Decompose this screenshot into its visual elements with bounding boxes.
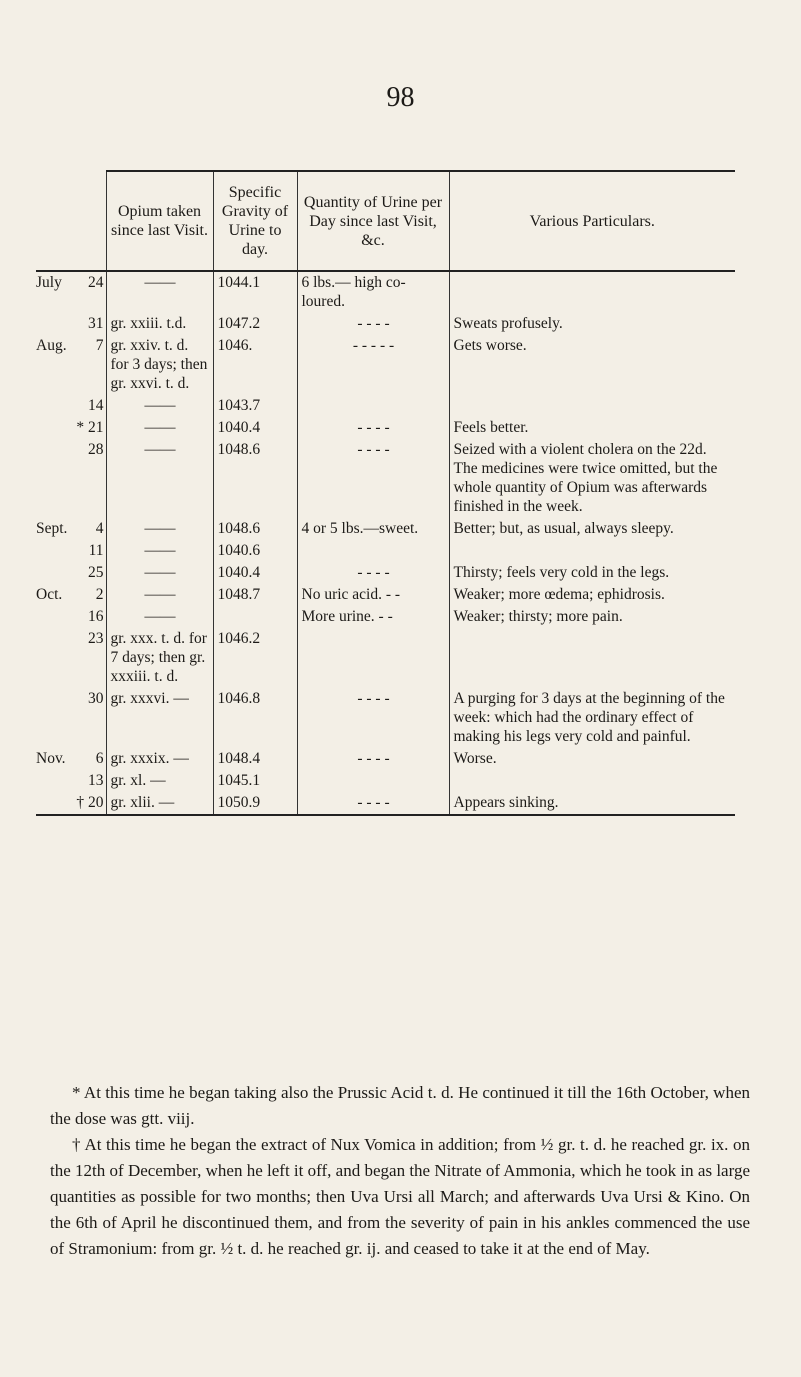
day-label: 11 — [88, 542, 104, 559]
table-row — [36, 417, 735, 439]
footnote-prussic-acid: * At this time he began taking also the Prussic Acid t. d. He continued it till the 16th October, when the dose was gtt. viij. — [50, 1083, 750, 1128]
day-label: 7 — [95, 337, 104, 354]
particulars-cell: Gets worse. — [449, 335, 735, 395]
urine-cell: - - - - — [297, 562, 449, 584]
date-cell — [36, 748, 106, 770]
urine-cell: - - - - — [297, 417, 449, 439]
date-cell — [36, 518, 106, 540]
gravity-cell: 1040.4 — [213, 417, 297, 439]
month-label: July — [36, 274, 62, 291]
particulars-cell: Weaker; more œdema; ephidrosis. — [449, 584, 735, 606]
urine-cell — [297, 540, 449, 562]
table-row — [36, 584, 735, 606]
header-particulars: Various Particulars. — [449, 171, 735, 271]
opium-cell: —— — [106, 562, 213, 584]
date-cell — [36, 439, 106, 518]
date-cell — [36, 688, 106, 748]
gravity-cell: 1050.9 — [213, 792, 297, 815]
particulars-cell: Appears sinking. — [449, 792, 735, 815]
opium-cell: gr. xxiv. t. d. for 3 days; then gr. xxvi. t. d. — [106, 335, 213, 395]
date-cell — [36, 584, 106, 606]
particulars-cell: Sweats profusely. — [449, 313, 735, 335]
table-row — [36, 562, 735, 584]
date-cell — [36, 606, 106, 628]
gravity-cell: 1048.6 — [213, 439, 297, 518]
opium-cell: —— — [106, 395, 213, 417]
urine-cell: - - - - — [297, 688, 449, 748]
opium-cell: —— — [106, 439, 213, 518]
day-label: 16 — [88, 608, 104, 625]
urine-cell — [297, 770, 449, 792]
opium-cell: gr. xlii. — — [106, 792, 213, 815]
date-cell — [36, 417, 106, 439]
day-label: 25 — [88, 564, 104, 581]
date-cell — [36, 792, 106, 815]
opium-cell: gr. xl. — — [106, 770, 213, 792]
month-label: Sept. — [36, 520, 68, 537]
table-row — [36, 628, 735, 688]
month-label: Nov. — [36, 750, 66, 767]
gravity-cell: 1046.8 — [213, 688, 297, 748]
urine-cell — [297, 395, 449, 417]
date-cell — [36, 313, 106, 335]
header-date — [36, 171, 106, 271]
footnotes — [50, 1080, 750, 1262]
particulars-cell: Worse. — [449, 748, 735, 770]
gravity-cell — [213, 606, 297, 628]
day-label: 31 — [88, 315, 104, 332]
day-label: 30 — [88, 690, 104, 707]
gravity-cell: 1040.4 — [213, 562, 297, 584]
particulars-cell: Feels better. — [449, 417, 735, 439]
date-cell — [36, 335, 106, 395]
gravity-cell: 1047.2 — [213, 313, 297, 335]
opium-cell: gr. xxxix. — — [106, 748, 213, 770]
date-cell — [36, 271, 106, 313]
table-row — [36, 606, 735, 628]
gravity-cell: 1040.6 — [213, 540, 297, 562]
opium-cell: —— — [106, 540, 213, 562]
table-row — [36, 395, 735, 417]
particulars-cell: A purging for 3 days at the beginning of the week: which had the ordinary effect of making his legs very cold and painful. — [449, 688, 735, 748]
gravity-cell: 1043.7 — [213, 395, 297, 417]
particulars-cell: Thirsty; feels very cold in the legs. — [449, 562, 735, 584]
date-cell — [36, 628, 106, 688]
table-row — [36, 540, 735, 562]
table-row — [36, 313, 735, 335]
urine-cell: - - - - — [297, 313, 449, 335]
table-row — [36, 748, 735, 770]
gravity-cell: 1046. — [213, 335, 297, 395]
urine-cell: - - - - — [297, 748, 449, 770]
day-label: * 21 — [76, 419, 104, 436]
table-row — [36, 792, 735, 815]
month-label: Aug. — [36, 337, 67, 354]
urine-cell: More urine. - - — [297, 606, 449, 628]
day-label: 28 — [88, 441, 104, 458]
opium-cell: gr. xxiii. t.d. — [106, 313, 213, 335]
urine-cell: No uric acid. - - — [297, 584, 449, 606]
case-table — [36, 170, 735, 816]
urine-cell — [297, 628, 449, 688]
particulars-cell — [449, 395, 735, 417]
table-row — [36, 688, 735, 748]
opium-cell: gr. xxxvi. — — [106, 688, 213, 748]
date-cell — [36, 540, 106, 562]
particulars-cell — [449, 770, 735, 792]
day-label: † 20 — [76, 794, 104, 811]
page-number: 98 — [386, 82, 415, 113]
gravity-cell: 1048.7 — [213, 584, 297, 606]
particulars-cell: Weaker; thirsty; more pain. — [449, 606, 735, 628]
particulars-cell: Better; but, as usual, always sleepy. — [449, 518, 735, 540]
table-row — [36, 439, 735, 518]
month-label: Oct. — [36, 586, 63, 603]
date-cell — [36, 395, 106, 417]
date-cell — [36, 770, 106, 792]
header-gravity: Specific Gravity of Urine to day. — [213, 171, 297, 271]
particulars-cell — [449, 271, 735, 313]
gravity-cell: 1048.6 — [213, 518, 297, 540]
day-label: 13 — [88, 772, 104, 789]
particulars-cell: Seized with a violent cholera on the 22d. The medicines were twice omitted, but the whole quantity of Opium was afterwards finished in the week. — [449, 439, 735, 518]
day-label: 4 — [95, 520, 104, 537]
table-row — [36, 518, 735, 540]
opium-cell: —— — [106, 417, 213, 439]
table-row — [36, 271, 735, 313]
opium-cell: —— — [106, 518, 213, 540]
day-label: 23 — [88, 630, 104, 647]
day-label: 2 — [95, 586, 104, 603]
day-label: 24 — [88, 274, 104, 291]
footnote-nux-vomica: † At this time he began the extract of Nux Vomica in addition; from ½ gr. t. d. he reached gr. ix. on the 12th of December, when he left it off, and began the Nitrate of Ammonia, which he took in as large quantities as possible for two months; then Uva Ursi all March; and afterwards Uva Ursi & Kino. On the 6th of April he discontinued them, and from the severity of pain in his ankles commenced the use of Stramonium: from gr. ½ t. d. he reached gr. ij. and ceased to take it at the end of May. — [50, 1135, 750, 1258]
opium-cell: —— — [106, 271, 213, 313]
urine-cell: 6 lbs.— high co-loured. — [297, 271, 449, 313]
opium-cell: —— — [106, 584, 213, 606]
gravity-cell: 1046.2 — [213, 628, 297, 688]
urine-cell: - - - - - — [297, 335, 449, 395]
particulars-cell — [449, 540, 735, 562]
gravity-cell: 1045.1 — [213, 770, 297, 792]
header-urine: Quantity of Urine per Day since last Visit, &c. — [297, 171, 449, 271]
day-label: 6 — [95, 750, 104, 767]
table-row — [36, 335, 735, 395]
opium-cell: —— — [106, 606, 213, 628]
day-label: 14 — [88, 397, 104, 414]
header-opium: Opium taken since last Visit. — [106, 171, 213, 271]
opium-cell: gr. xxx. t. d. for 7 days; then gr. xxxiii. t. d. — [106, 628, 213, 688]
urine-cell: - - - - — [297, 439, 449, 518]
table-header-row — [36, 171, 735, 271]
particulars-cell — [449, 628, 735, 688]
table-row — [36, 770, 735, 792]
gravity-cell: 1044.1 — [213, 271, 297, 313]
gravity-cell: 1048.4 — [213, 748, 297, 770]
date-cell — [36, 562, 106, 584]
urine-cell: 4 or 5 lbs.—sweet. — [297, 518, 449, 540]
urine-cell: - - - - — [297, 792, 449, 815]
